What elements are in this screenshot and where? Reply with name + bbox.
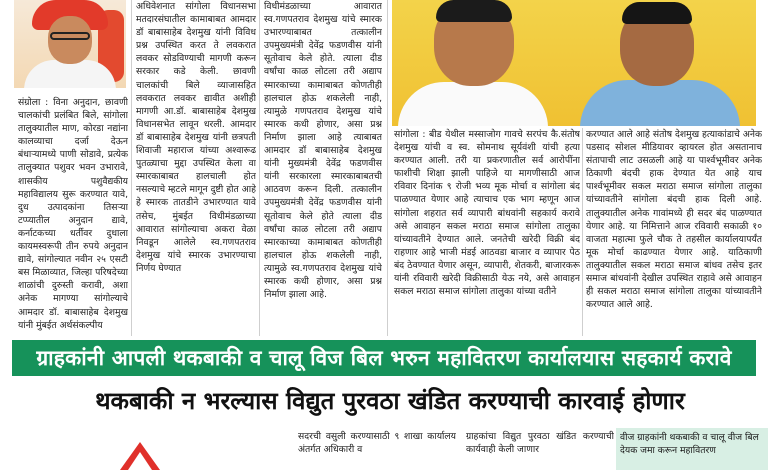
portrait-photo-right bbox=[392, 0, 756, 126]
bottom-column-2: ग्राहकांचा विद्युत पुरवठा खंडित करण्याची कार्यवाही केली जाणार bbox=[466, 431, 614, 455]
person-b-hair bbox=[622, 2, 692, 24]
subheadline bbox=[0, 382, 780, 418]
face-shape bbox=[48, 16, 92, 64]
article-column-3: विधीमंडळाच्या आवारात स्व.गणपतराव देशमुख यांचे स्मारक उभारण्याबाबत तत्कालीन उपमुख्यमंत्री देवेंद्र फडणवीस यांनी सूतोवाच केले होते. त्याला दीड वर्षांचा काळ लोटला तरी अद्याप स्मारकाच्या कामाबाबत कोणतीही हालचाल होऊ शकलेली नाही, त्यामुळे गणपतराव देशमुख यांचे स्मारक कधी होणार, असा प्रश्न निर्माण झाला आहे त्याबाबत आमदार डॉ बाबासाहेब देशमुख यांनी मुख्यमंत्री देवेंद्र फडणवीस यांनी सरकारला स्मारकाबाबतची आठवण करून दिली. तत्कालीन उपमुख्यमंत्री देवेंद्र फडणवीस यांनी सूतोवाच केले होते त्याला दीड वर्षांचा काळ लोटला तरी अद्याप स्मारकाच्या कामाबाबत कोणतीही हालचाल होऊ शकलेली नाही, त्यामुळे स्व.गणपतराव देशमुख यांचे स्मारक कधी होणार, असा प्रश्न निर्माण झाला आहे. bbox=[264, 1, 382, 301]
headline-text: ग्राहकांनी आपली थकबाकी व चालू विज बिल भरुन महावितरण कार्यालयास सहकार्य करावे bbox=[36, 346, 732, 370]
column-divider bbox=[259, 0, 260, 336]
bottom-highlight-text: वीज ग्राहकांनी थकबाकी व चालू वीज बिल देयक जमा करून महावितरण bbox=[620, 432, 759, 456]
headline-banner bbox=[12, 340, 756, 376]
logo-mark-icon bbox=[118, 440, 162, 470]
bottom-highlight-box bbox=[616, 428, 768, 470]
person-a-hair bbox=[436, 0, 512, 22]
shirt-shape bbox=[24, 60, 116, 88]
article-column-2: अधिवेशनात सांगोला विधानसभा मतदारसंघातील कामाबाबत आमदार डॉ बाबासाहेब देशमुख यांनी विविध प्रश्न उपस्थित करत ते लवकरात लवकर सोडविण्याची मागणी करून सरकार कडे केली. छावणी चालकांची बिले व्याजासहित लवकरात लवकर द्यावीत अशीही मागणी आ.डॉ. बाबासाहेब देशमुख विधानसभेत लावून धरली. आमदार डॉ बाबासाहेब देशमुख यांनी छत्रपती शिवाजी महाराज यांच्या अश्वारूढ पुतळ्याचा मुद्दा उपस्थित केला वा स्मारकाबाबत हालचाली होत नसल्याचे म्हटले मागून दुष्टी होत आहे हे स्मारक तातडीने उभारण्यात यावे तसेच, मुंबईत विधीमंडळाच्या आवारात सांगोल्याचा अकरा वेळा निवडून आलेले स्व.गणपतराव देशमुख यांचे स्मारक उभारण्याचा निर्णय घेण्यात bbox=[136, 1, 256, 274]
portrait-photo-left bbox=[14, 0, 126, 88]
column-divider bbox=[131, 0, 132, 336]
person-b-shirt bbox=[580, 80, 740, 126]
person-a-shirt bbox=[398, 82, 548, 126]
article-column-5: करण्यात आले आहे संतोष देशमुख हत्याकांडाचे अनेक पडसाद सोशल मीडियावर व्हायरल होत असतानाच संतापाची लाट उसळली आहे या पार्श्वभूमीवर अनेक ठिकाणी बंदची हाक देण्यात येत आहे याच पार्श्वभूमीवर सकल मराठा समाज सांगोला तालुका यांच्यावतीने सांगोला बंदची हाक दिली आहे. तालुक्यातील अनेक गावांमध्ये ही सदर बंद पाळण्यात येणार आहे. या निमित्ताने आज रविवारी सकाळी १० वाजता महात्मा फुले चौक ते तहसील कार्यालयापर्यंत मूक मोर्चा काढण्यात येणार आहे. याठिकाणी तालुक्यातील सकल मराठा समाज बांधव तसेच इतर समाज बांधवांनी देखील उपस्थित राहावे असे आवाहन ही सकल मराठा समाज सांगोला तालुका यांच्यावतीने करण्यात आले आहे. bbox=[586, 129, 762, 311]
glasses-shape bbox=[50, 32, 90, 40]
article-column-4: सांगोला : बीड येथील मस्साजोग गावचे सरपंच कै.संतोष देशमुख यांची व स्व. सोमनाथ सूर्यवंशी यांची हत्या करण्यात आली. तरी या प्रकरणातील सर्व आरोपींना फाशीची शिक्षा झाली पाहिजे या मागणीसाठी आज रविवार दिनांक ९ रोजी भव्य मूक मोर्चा व सांगोला बंद पाळण्यात येणार आहे त्याचाच एक भाग म्हणून आज सांगोला शहरात सर्व व्यापारी बांधवांनी सहकार्य करावे असे आवाहन सकल मराठा समाज सांगोला तालुका यांच्यावतीने देण्यात आले. जनतेची खरेदी विक्री बंद राहणार आहे भाजी मंडई आठवडा बाजार व व्यापार पेठ बंद ठेवण्यात येणार असून, व्यापारी, शेतकरी, बाजारकरू यांनी रविवारी खरेदी विक्रीसाठी येऊ नये, असे आवाहन सकल मराठा समाज सांगोला तालुका यांच्या वतीने bbox=[394, 129, 580, 298]
article-column-1: संग्रोला : विना अनुदान, छावणी चालकांची प्रलंबित बिले, सांगोला तालुक्यातील माण, कोरडा नद्यांना कालव्याचा दर्जा देऊन बंधाऱ्यामध्ये पाणी सोडावे, प्रत्येक तालुक्यात पशुवर भवन उभारावे, शासकीय पशुवैद्यकीय महाविद्यालय सुरू करण्यात यावे, दुध उत्पादकांना तिसऱ्या टप्प्यातील अनुदान द्यावे, कर्नाटकच्या धर्तीवर दुधाला कायमस्वरूपी तीन रुपये अनुदान द्यावे, सांगोल्यात नवीन २५ एसटी बस मिळाव्यात, जिल्हा परिषदेच्या शाळांची दुरुस्ती करावी, अशा अनेक मागण्या सांगोल्याचे आमदार डॉ. बाबासाहेब देशमुख यांनी मुंबईत अर्थसंकल्पीय bbox=[18, 97, 128, 331]
column-divider bbox=[582, 128, 583, 336]
bottom-column-1: सदरची वसुली करण्यासाठी ९ शाखा कार्यालय अंतर्गत अधिकारी व bbox=[298, 431, 456, 455]
column-divider bbox=[387, 0, 388, 336]
subheadline-text: थकबाकी न भरल्यास विद्युत पुरवठा खंडित करण्याची कारवाई होणार bbox=[95, 386, 685, 415]
